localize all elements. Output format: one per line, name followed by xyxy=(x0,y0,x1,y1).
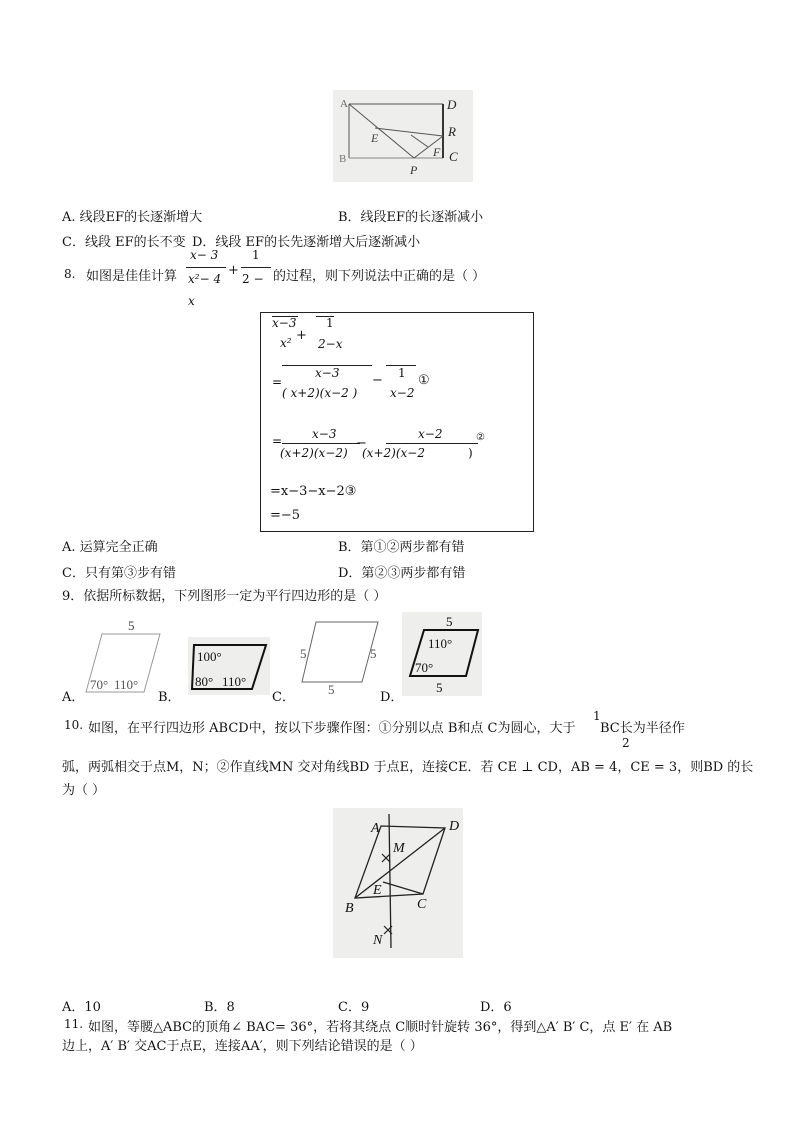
q7-label-C: C xyxy=(449,149,458,164)
q8-option-c: C．只有第③步有错 xyxy=(62,566,176,581)
q10-label-B: B xyxy=(345,901,354,916)
q9-c-label: C． xyxy=(272,690,295,705)
q7-label-B: B xyxy=(339,153,347,165)
q8-box-l3-num2: x−2 xyxy=(418,427,443,441)
q11-line1: 如图，等腰△ABC的顶角∠ BAC= 36°，若将其绕点 C顺时针旋转 36°，得到△A′ B′ C，点 E′ 在 AB xyxy=(88,1020,673,1035)
q8-stem-after: 的过程，则下列说法中正确的是（ ） xyxy=(273,269,486,284)
q9-c-bottom: 5 xyxy=(328,682,335,697)
q8-calculation-box xyxy=(260,312,534,532)
q7-option-c: C．线段 EF的长不变 xyxy=(62,235,186,250)
q8-box-l3-eq: = xyxy=(272,434,283,448)
q8-box-l2-minus: − xyxy=(372,373,383,388)
q11-number: 11. xyxy=(64,1017,84,1031)
q8-expr-bar1 xyxy=(186,267,226,268)
q8-box-l2-num2: 1 xyxy=(398,366,406,380)
q10-half-num: 1 xyxy=(593,709,601,723)
q10-half-den: 2 xyxy=(622,736,630,750)
q9-a-top: 5 xyxy=(128,618,135,633)
q8-option-d: D．第②③两步都有错 xyxy=(338,566,466,581)
q8-box-l3-bar2 xyxy=(386,443,478,444)
q9-d-top: 5 xyxy=(446,614,453,629)
q10-line3: 为（ ） xyxy=(62,783,106,798)
q8-box-l1-plus: + xyxy=(296,328,307,343)
q10-option-b: B．8 xyxy=(204,1000,235,1015)
q11-line2: 边上，A′ B′ 交AC于点E，连接AA′，则下列结论错误的是（ ） xyxy=(62,1039,423,1054)
q10-line1-end: BC长为半径作 xyxy=(600,721,685,736)
q9-d-angle2: 70° xyxy=(415,660,434,675)
q9-figure-d-shape xyxy=(402,612,482,696)
q7-label-A: A xyxy=(340,98,348,110)
q8-box-l4: =x−3−x−2③ xyxy=(270,484,357,499)
q9-figure-c xyxy=(296,618,384,696)
q7-label-R: R xyxy=(448,124,456,139)
q8-box-l3-den2: (x+2)(x−2 xyxy=(362,446,425,460)
q9-d-label: D． xyxy=(380,690,404,705)
q9-c-left: 5 xyxy=(300,646,307,661)
q10-number: 10. xyxy=(64,718,84,732)
q9-b-angle3: 110° xyxy=(222,674,247,689)
q9-figure-a xyxy=(84,618,164,696)
q8-option-b: B．第①②两步都有错 xyxy=(338,540,465,555)
q8-expr-bar2 xyxy=(241,267,271,268)
q10-label-N: N xyxy=(373,933,383,948)
q9-b-angle2: 80° xyxy=(195,674,214,689)
q7-label-E: E xyxy=(371,131,379,145)
q10-label-D: D xyxy=(449,819,460,834)
q7-option-b: B．线段EF的长逐渐减小 xyxy=(338,210,484,225)
q8-number: 8. xyxy=(64,267,76,281)
q8-box-l2-mark: ① xyxy=(418,373,430,388)
q8-box-l5: =−5 xyxy=(270,508,301,523)
q9-stem: 9．依据所标数据，下列图形一定为平行四边形的是（ ） xyxy=(62,589,387,604)
q9-b-angle1: 100° xyxy=(197,649,222,664)
q8-box-l3-bar1 xyxy=(282,443,360,444)
q8-box-l2-den1: ( x+2)(x−2 ) xyxy=(282,386,358,400)
q7-label-P: P xyxy=(410,163,418,177)
q10-line2: 弧，两弧相交于点M，N；②作直线MN 交对角线BD 于点E，连接CE．若 CE ⊥ CD，AB = 4，CE = 3，则BD 的长 xyxy=(62,760,754,775)
q9-a-label: A． xyxy=(62,690,85,705)
q9-a-angle2: 110° xyxy=(114,677,139,692)
q9-b-label: B． xyxy=(158,690,181,705)
q9-d-angle1: 110° xyxy=(428,636,453,651)
q8-box-l2-num1: x−3 xyxy=(315,366,340,380)
q10-label-A: A xyxy=(371,821,380,836)
q10-option-a: A．10 xyxy=(62,1000,101,1015)
q10-line1: 如图，在平行四边形 ABCD中，按以下步骤作图：①分别以点 B和点 C为圆心，大于 xyxy=(88,721,576,736)
q8-box-l2-den2: x−2 xyxy=(390,386,415,400)
q8-box-l1-den2: 2−x xyxy=(318,337,343,351)
q7-option-d: D．线段 EF的长先逐渐增大后逐渐减小 xyxy=(192,235,421,250)
q8-box-l3-den1: (x+2)(x−2) xyxy=(280,446,348,460)
q8-box-l1-num1: x−3 xyxy=(272,316,297,330)
q9-c-right: 5 xyxy=(370,646,377,661)
q7-label-D: D xyxy=(447,97,457,112)
q8-box-l1-den1: x² xyxy=(280,336,292,350)
q10-label-M: M xyxy=(393,841,405,856)
q8-box-l3-minus: − xyxy=(356,436,367,451)
q8-box-l1-num2: 1 xyxy=(326,316,334,330)
q8-expr-num2: 1 xyxy=(252,248,260,262)
q8-expr-den1: x²− 4 xyxy=(188,272,222,286)
q9-figure-b-shape xyxy=(188,637,270,695)
q10-option-c: C．9 xyxy=(338,1000,370,1015)
q7-figure xyxy=(333,90,473,182)
q10-figure xyxy=(333,808,463,958)
q8-box-l2-eq: = xyxy=(272,375,283,389)
q8-option-a: A. 运算完全正确 xyxy=(62,540,158,555)
q7-diagram xyxy=(333,90,473,182)
q9-figure-d xyxy=(402,612,482,696)
q8-expr-den2b: x xyxy=(188,294,195,308)
q8-expr-num1: x− 3 xyxy=(190,248,219,262)
q10-diagram xyxy=(333,808,463,958)
q9-a-angle1: 70° xyxy=(90,677,109,692)
q8-box-l3-num1: x−3 xyxy=(312,427,337,441)
q9-figure-b xyxy=(188,637,270,695)
q8-box-l3-close: ) xyxy=(468,446,473,460)
q9-d-bottom: 5 xyxy=(436,680,443,695)
q8-stem-before: 如图是佳佳计算 xyxy=(86,269,178,284)
q8-expr-plus: + xyxy=(228,263,239,278)
q7-label-F: F xyxy=(433,145,441,159)
q8-expr-den2: 2 − xyxy=(242,272,264,286)
q7-option-a: A. 线段EF的长逐渐增大 xyxy=(62,210,203,225)
q10-option-d: D．6 xyxy=(480,1000,512,1015)
q8-box-l3-mark: ② xyxy=(476,432,485,443)
q10-label-C: C xyxy=(417,897,427,912)
q10-label-E: E xyxy=(373,883,382,898)
